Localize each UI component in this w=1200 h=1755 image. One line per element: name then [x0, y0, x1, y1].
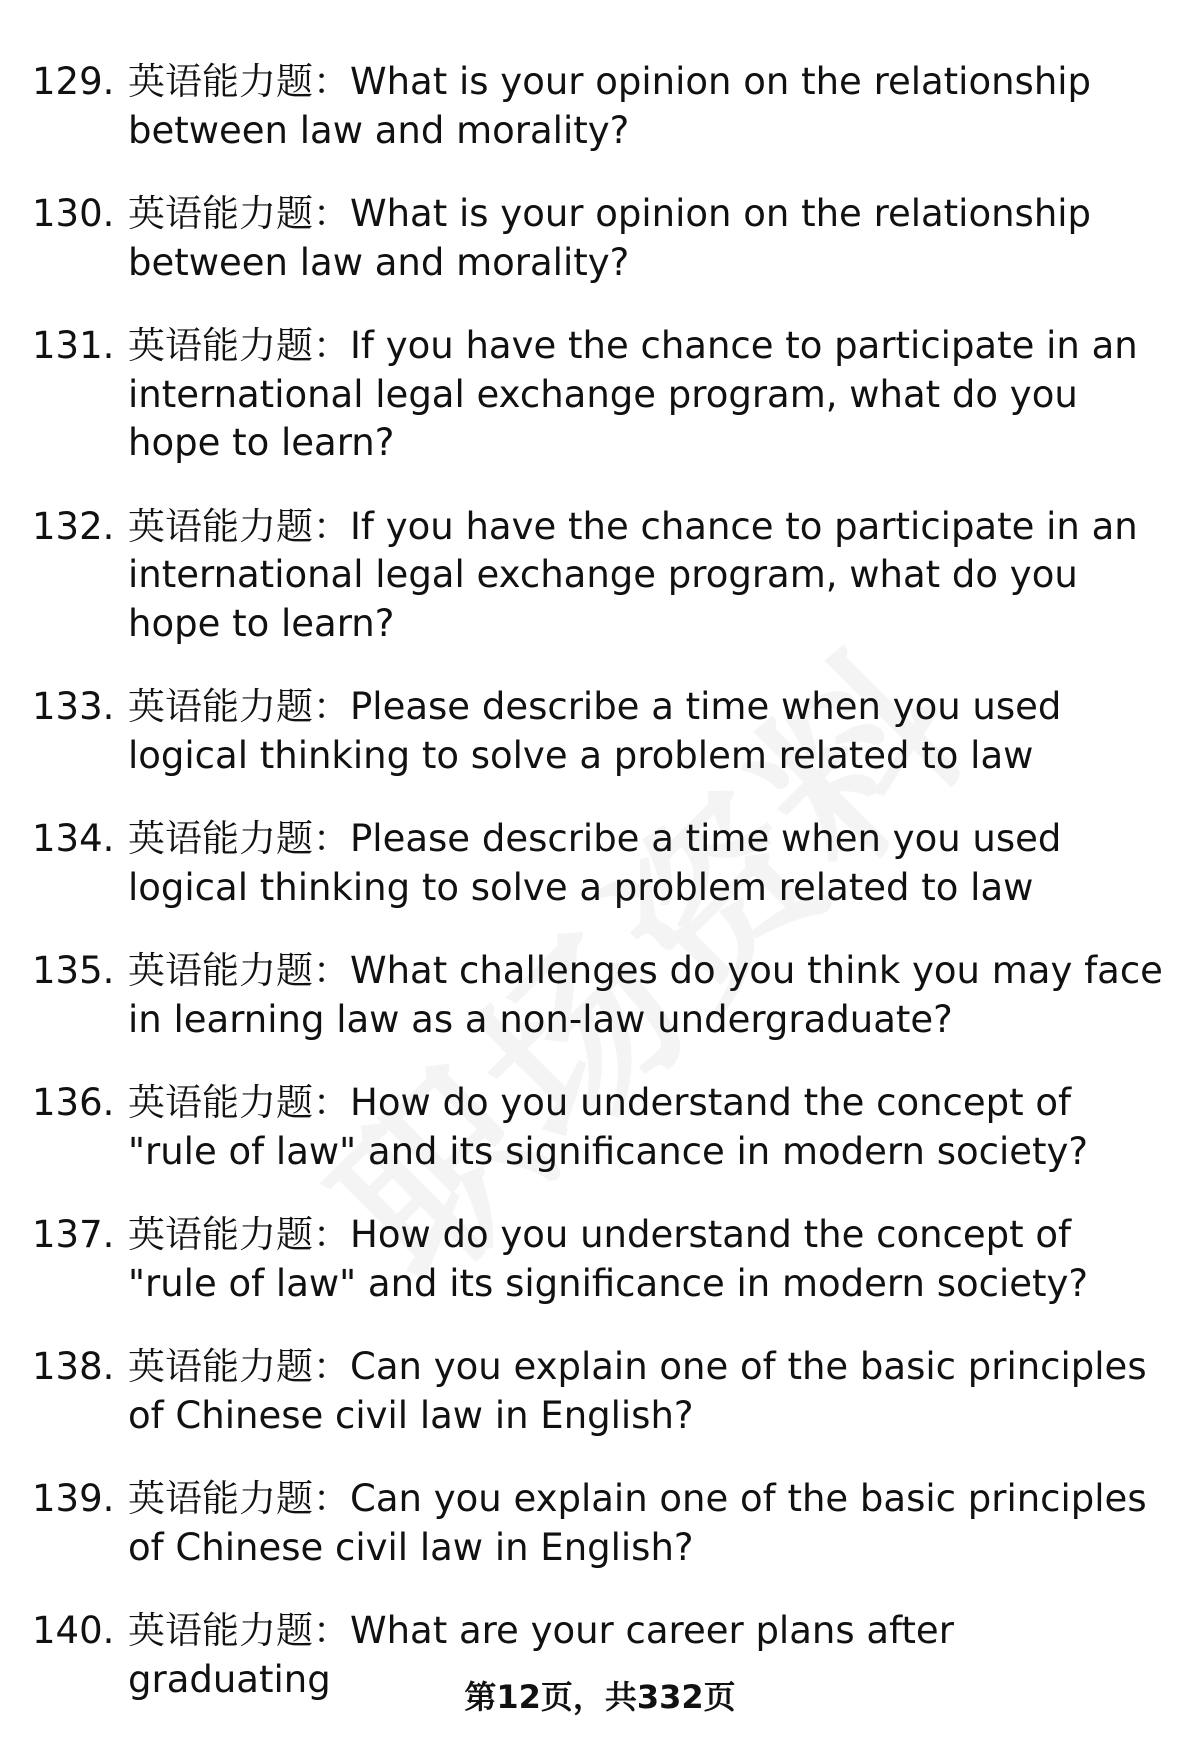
- question-number: 130.: [32, 192, 115, 235]
- question-number: 129.: [32, 60, 115, 103]
- question-text: 英语能力题：Can you explain one of the basic principles of Chinese civil law in English?: [128, 1477, 1147, 1569]
- question-text: 英语能力题：What is your opinion on the relationship between law and morality?: [128, 192, 1092, 284]
- page-footer: 第12页，共332页: [464, 1678, 736, 1716]
- question-list: [0, 58, 1200, 1739]
- question-number: 134.: [32, 817, 115, 860]
- question-text: 英语能力题：How do you understand the concept of "rule of law" and its significance in modern society?: [128, 1213, 1089, 1305]
- question-text: 英语能力题：If you have the chance to participate in an international legal exchange program, what do you hope to learn?: [128, 504, 1138, 645]
- question-text: 英语能力题：Please describe a time when you used logical thinking to solve a problem related to law: [128, 685, 1062, 777]
- question-item: [0, 947, 1200, 1044]
- question-text: 英语能力题：How do you understand the concept of "rule of law" and its significance in modern society?: [128, 1081, 1089, 1173]
- question-number: 132.: [32, 504, 115, 548]
- question-item: [0, 503, 1200, 649]
- question-item: [0, 190, 1200, 287]
- question-item: [0, 1343, 1200, 1440]
- question-number: 138.: [32, 1345, 115, 1388]
- question-item: [0, 1211, 1200, 1308]
- question-text: 英语能力题：What are your career plans after graduating: [128, 1609, 954, 1701]
- question-item: [0, 322, 1200, 468]
- question-text: 英语能力题：What is your opinion on the relationship between law and morality?: [128, 60, 1092, 152]
- question-number: 136.: [32, 1081, 115, 1124]
- question-number: 131.: [32, 324, 115, 367]
- question-item: [0, 683, 1200, 780]
- question-text: 英语能力题：Please describe a time when you used logical thinking to solve a problem related to law: [128, 817, 1062, 909]
- question-item: [0, 815, 1200, 912]
- question-item: [0, 1475, 1200, 1572]
- question-number: 133.: [32, 685, 115, 728]
- question-item: [0, 58, 1200, 155]
- question-text: 英语能力题：What challenges do you think you may face in learning law as a non-law undergraduate?: [128, 949, 1163, 1041]
- question-number: 137.: [32, 1213, 115, 1256]
- question-item: [0, 1079, 1200, 1176]
- question-text: 英语能力题：Can you explain one of the basic principles of Chinese civil law in English?: [128, 1345, 1147, 1437]
- question-number: 139.: [32, 1477, 115, 1520]
- question-number: 135.: [32, 949, 115, 992]
- question-number: 140.: [32, 1609, 115, 1652]
- question-text: 英语能力题：If you have the chance to participate in an international legal exchange program, what do you hope to learn?: [128, 324, 1138, 464]
